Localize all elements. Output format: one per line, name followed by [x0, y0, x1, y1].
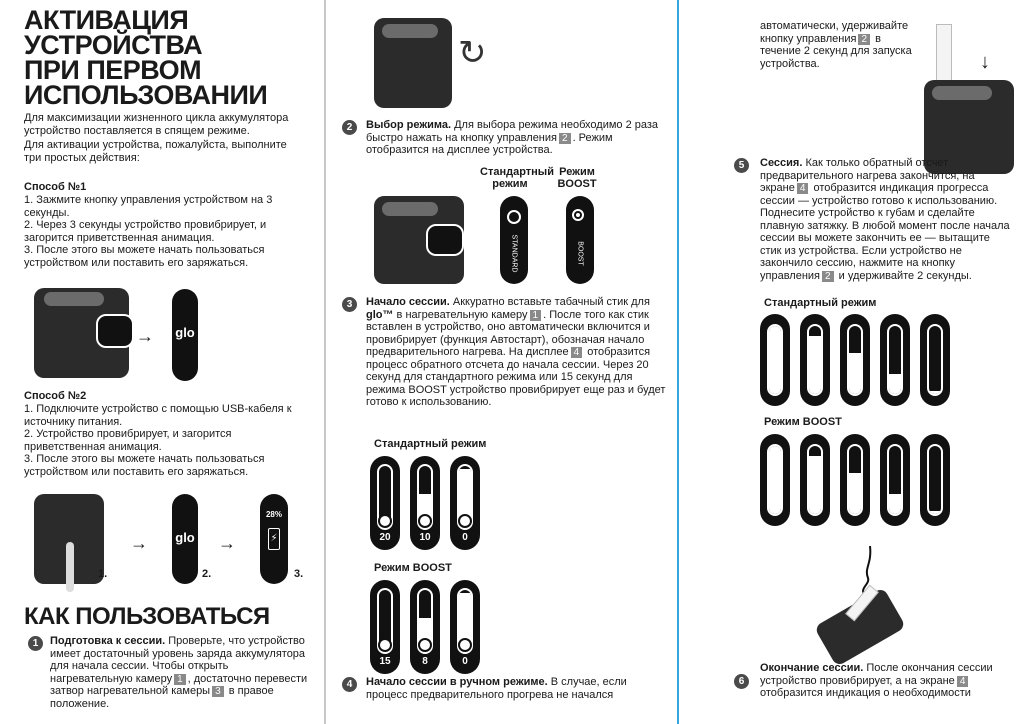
progress-boost-pill — [880, 434, 910, 526]
step-text: В случае, если процесс предварительного прогрева не начался — [366, 676, 627, 701]
countdown-boost-count: 8 — [422, 656, 428, 667]
progress-std-gauge — [927, 324, 943, 396]
progress-boost-pill — [760, 434, 790, 526]
mode-boost-pill — [566, 196, 594, 284]
progress-boost-pill — [800, 434, 830, 526]
glo-logo: glo — [175, 530, 195, 545]
arrow-down-icon: ↓ — [980, 51, 990, 73]
step-title: Начало сессии. — [366, 296, 450, 308]
list-item: 2. Устройство провибрирует, и загорится приветственная анимация. — [24, 428, 232, 453]
step-number: 4 — [342, 677, 357, 692]
progress-std-gauge-fill — [929, 391, 941, 394]
countdown-std-pill — [450, 456, 480, 550]
progress-boost-gauge-fill — [889, 494, 901, 514]
title-line: АКТИВАЦИЯ — [24, 5, 189, 35]
step-text: в правое положение. — [50, 685, 274, 710]
fig-label-1: 1. — [98, 568, 108, 580]
ref-badge: 2 — [858, 34, 870, 45]
display-pill-battery — [260, 494, 288, 584]
progress-std-gauge-fill — [809, 336, 821, 394]
step-number: 5 — [734, 158, 749, 173]
step1-paragraph — [50, 635, 312, 710]
step-text: и удерживайте 2 секунды. — [835, 269, 972, 282]
step-title: Сессия. — [760, 157, 803, 169]
list-item: 3. После этого вы можете начать пользоваться устройством или поставить его заряжаться. — [24, 244, 265, 269]
method2-list — [24, 403, 296, 478]
fig-label-3: 3. — [294, 568, 304, 580]
progress-boost-row — [760, 434, 960, 528]
step-text: Для выбора режима необходимо 2 раза быстро нажать на кнопку управления — [366, 119, 659, 144]
step5-paragraph — [760, 157, 1012, 282]
progress-boost-gauge — [767, 444, 783, 516]
countdown-boost-count: 0 — [462, 656, 468, 667]
progress-boost-title: Режим BOOST — [764, 416, 842, 428]
hand-icon — [426, 224, 464, 256]
brand-name: glo™ — [366, 308, 394, 321]
step-text: отобразится процесс обратного отсчета до начала сессии. Через 20 секунд для стандартного режима или 15 секунд для режима BOOST устройство провибрирует еще раз и будет готово к использованию. — [366, 346, 666, 408]
column-divider-right — [677, 0, 679, 724]
step-number: 3 — [342, 297, 357, 312]
mode-boost-label: Режим BOOST — [557, 166, 597, 190]
progress-boost-gauge-fill — [809, 456, 821, 514]
step-title: Подготовка к сессии. — [50, 635, 166, 647]
countdown-std-dot — [418, 514, 432, 528]
ref-badge: 4 — [571, 347, 583, 358]
step-text: . Режим отобразится на дисплее устройства. — [366, 131, 613, 156]
step-title: Выбор режима. — [366, 119, 452, 131]
countdown-std-row — [370, 456, 530, 550]
countdown-boost-pill — [370, 580, 400, 674]
device-with-cable-image — [34, 494, 104, 584]
column-activation — [0, 0, 322, 724]
ref-badge: 3 — [212, 686, 224, 697]
countdown-std-pill — [410, 456, 440, 550]
countdown-std-pill — [370, 456, 400, 550]
list-item: 1. Зажмите кнопку управления устройством на 3 секунды. — [24, 194, 273, 219]
ref-badge: 1 — [530, 310, 542, 321]
ref-badge: 2 — [822, 271, 834, 282]
step-number: 1 — [28, 636, 43, 651]
display-pill-logo — [172, 494, 198, 584]
mode-std-label: Стандартный режим — [480, 166, 554, 190]
device-slider — [382, 202, 438, 216]
arrow-right-icon: → — [136, 326, 154, 346]
arrow-right-icon: → — [218, 533, 236, 553]
step-text: . После того как стик вставлен в устройство, оно автоматически включится и провибрирует (функция Автостарт), обозначая начало предварительного нагрева. На дисплее — [366, 308, 650, 358]
step-title: Начало сессии в ручном режиме. — [366, 676, 548, 688]
countdown-std-dot — [378, 514, 392, 528]
title-line: ПРИ ПЕРВОМ — [24, 55, 202, 85]
progress-std-gauge — [767, 324, 783, 396]
mode-std-pill — [500, 196, 528, 284]
device-top-image — [374, 18, 452, 108]
countdown-boost-dot — [418, 638, 432, 652]
countdown-boost-title: Режим BOOST — [374, 562, 452, 574]
method1-title: Способ №1 — [24, 181, 87, 193]
progress-boost-gauge — [927, 444, 943, 516]
column-divider-left — [324, 0, 326, 724]
countdown-std-count: 10 — [419, 532, 431, 543]
step-text: Проверьте, что устройство имеет достаточный уровень заряда аккумулятора для начала сессии. Чтобы открыть нагревательную камеру — [50, 635, 306, 685]
countdown-boost-dot — [458, 638, 472, 652]
progress-std-title: Стандартный режим — [764, 297, 877, 309]
progress-boost-gauge-fill — [929, 511, 941, 514]
activation-title — [24, 5, 268, 110]
progress-std-gauge — [887, 324, 903, 396]
ref-badge: 1 — [174, 674, 186, 685]
mode-dot — [576, 213, 580, 217]
progress-boost-pill — [920, 434, 950, 526]
progress-std-pill — [800, 314, 830, 406]
glo-logo: glo — [175, 325, 195, 340]
progress-std-row — [760, 314, 960, 408]
progress-std-gauge — [847, 324, 863, 396]
method1-list — [24, 194, 296, 269]
mode-boost-text: BOOST — [576, 241, 584, 266]
step-text: отобразится индикация прогресса сессии — устройство готово к использованию. Поднесите устройство к губам и сделайте плавную затяжку. В любой момент после начала сессии вы можете закончить ее — вытащите стик из устройства. Если устройство не закончило сессию, нажмите на кнопку управления — [760, 182, 1010, 282]
step-number: 6 — [734, 674, 749, 689]
countdown-boost-dot — [378, 638, 392, 652]
countdown-std-count: 20 — [379, 532, 391, 543]
column-session — [680, 0, 1024, 724]
step-text: в течение 2 секунд для запуска устройства. — [760, 32, 912, 70]
device-slider — [932, 86, 992, 100]
step-text: После окончания сессии устройство провибрирует, а на экране — [760, 662, 993, 687]
countdown-boost-count: 15 — [379, 656, 391, 667]
progress-std-gauge-fill — [769, 326, 781, 394]
ref-badge: 4 — [957, 676, 969, 687]
column-usage — [330, 0, 676, 724]
progress-boost-gauge — [887, 444, 903, 516]
progress-boost-gauge — [807, 444, 823, 516]
intro-paragraph-1: Для максимизации жизненного цикла аккумулятора устройство поставляется в спящем режиме. — [24, 112, 289, 137]
step2-paragraph — [366, 119, 666, 157]
step-text: Как только обратный отсчет предварительного нагрева закончится, на экране — [760, 157, 975, 194]
countdown-std-count: 0 — [462, 532, 468, 543]
progress-std-pill — [880, 314, 910, 406]
title-line: ИСПОЛЬЗОВАНИИ — [24, 80, 268, 110]
charging-icon: ⚡ — [268, 528, 280, 550]
list-item: 2. Через 3 секунды устройство провибрирует, и загорится приветственная анимация. — [24, 219, 267, 244]
device-image — [34, 288, 129, 378]
step-title: Окончание сессии. — [760, 662, 864, 674]
countdown-std-title: Стандартный режим — [374, 438, 487, 450]
list-item: 1. Подключите устройство с помощью USB-кабеля к источнику питания. — [24, 403, 292, 428]
display-pill-logo — [172, 289, 198, 381]
progress-boost-gauge — [847, 444, 863, 516]
progress-boost-gauge-fill — [849, 473, 861, 514]
ref-badge: 4 — [797, 183, 809, 194]
battery-percent: 28% — [265, 510, 282, 519]
progress-std-pill — [840, 314, 870, 406]
list-item: 3. После этого вы можете начать пользоваться устройством или поставить его заряжаться. — [24, 453, 265, 478]
ref-badge: 2 — [559, 133, 571, 144]
hand-icon — [96, 314, 134, 348]
step6-paragraph — [760, 662, 1012, 700]
step4-paragraph — [366, 676, 666, 701]
step-text: отобразится индикация о необходимости — [760, 687, 971, 699]
how-to-title: КАК ПОЛЬЗОВАТЬСЯ — [24, 603, 270, 630]
progress-std-gauge — [807, 324, 823, 396]
progress-std-gauge-fill — [889, 374, 901, 394]
method2-title: Способ №2 — [24, 390, 87, 402]
mode-std-text: STANDARD — [510, 234, 518, 273]
countdown-boost-row — [370, 580, 530, 674]
step-text: , достаточно перевести затвор нагревательной камеры — [50, 672, 308, 697]
step4-continued — [760, 20, 920, 70]
arrow-right-icon: → — [130, 533, 148, 553]
device-slider — [382, 24, 438, 38]
progress-std-pill — [920, 314, 950, 406]
progress-boost-gauge-fill — [769, 446, 781, 514]
step3-paragraph — [366, 296, 666, 409]
fig-label-2: 2. — [202, 568, 212, 580]
progress-std-pill — [760, 314, 790, 406]
device-button-image — [374, 196, 464, 284]
step-text: в нагревательную камеру — [393, 308, 528, 321]
countdown-boost-pill — [450, 580, 480, 674]
intro-paragraph-2: Для активации устройства, пожалуйста, выполните три простых действия: — [24, 139, 287, 164]
progress-std-gauge-fill — [849, 353, 861, 394]
countdown-std-dot — [458, 514, 472, 528]
rotate-arrow-icon: ↻ — [458, 34, 487, 72]
progress-boost-pill — [840, 434, 870, 526]
title-line: УСТРОЙСТВА — [24, 30, 203, 60]
usb-cable — [66, 542, 74, 592]
step-number: 2 — [342, 120, 357, 135]
step-text: автоматически, удерживайте кнопку управления — [760, 20, 909, 45]
countdown-boost-pill — [410, 580, 440, 674]
device-slider — [44, 292, 104, 306]
step-text: Аккуратно вставьте табачный стик для — [449, 296, 650, 308]
